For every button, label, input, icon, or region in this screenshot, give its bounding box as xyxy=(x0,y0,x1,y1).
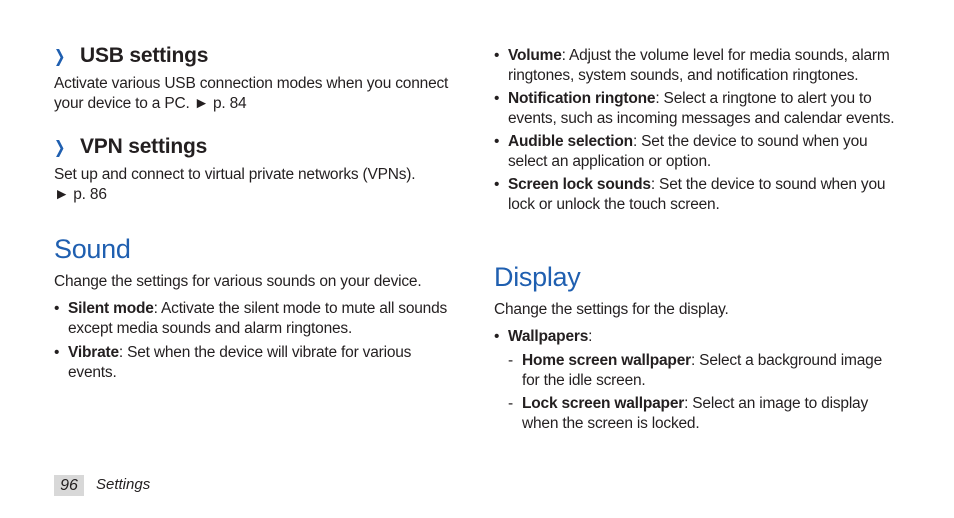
option-term: Volume xyxy=(508,47,562,64)
option-term: Notification ringtone xyxy=(508,90,656,107)
usb-description-text: Activate various USB connection modes when you connect your device to a PC. xyxy=(54,75,449,112)
list-item xyxy=(494,132,904,172)
option-term: Screen lock sounds xyxy=(508,176,651,193)
sound-options-list xyxy=(54,299,459,383)
option-term: Wallpapers xyxy=(508,328,589,345)
option-term: Vibrate xyxy=(68,344,119,361)
display-section-title: Display xyxy=(494,262,581,292)
arrow-right-icon: ► xyxy=(193,95,209,112)
vpn-settings-title: VPN settings xyxy=(80,135,208,158)
dash-icon: - xyxy=(508,395,513,412)
option-description: : Adjust the volume level for media sounds, alarm ringtones, system sounds, and notification ringtones. xyxy=(508,47,890,84)
option-term: Audible selection xyxy=(508,133,633,150)
display-intro: Change the settings for the display. xyxy=(494,301,729,318)
bullet-icon: • xyxy=(54,344,60,361)
usb-settings-title: USB settings xyxy=(80,44,209,67)
sound-section-title: Sound xyxy=(54,234,131,264)
option-colon: : xyxy=(588,328,593,345)
sound-intro: Change the settings for various sounds on your device. xyxy=(54,273,422,290)
usb-settings-heading xyxy=(54,44,208,68)
sound-options-continued-list xyxy=(494,46,904,215)
arrow-right-icon: ► xyxy=(54,186,70,203)
footer-section-label: Settings xyxy=(96,476,151,493)
option-description: : Select a background image for the idle screen. xyxy=(522,352,883,389)
list-item xyxy=(508,394,899,434)
vpn-settings-description xyxy=(54,165,466,205)
list-item xyxy=(494,46,904,86)
bullet-icon: • xyxy=(494,176,500,193)
bullet-icon: • xyxy=(494,133,500,150)
bullet-icon: • xyxy=(494,90,500,107)
option-description: : Select a ringtone to alert you to events, such as incoming messages and calendar events. xyxy=(508,90,895,127)
usb-page-reference[interactable]: p. 84 xyxy=(212,95,247,112)
usb-settings-description xyxy=(54,74,466,114)
vpn-page-reference[interactable]: p. 86 xyxy=(73,186,107,203)
chevron-right-icon: ❯ xyxy=(54,47,66,66)
option-description: : Set when the device will vibrate for various events. xyxy=(68,344,412,381)
wallpaper-options-list xyxy=(508,351,899,434)
vpn-description-text: Set up and connect to virtual private networks (VPNs). xyxy=(54,166,416,183)
option-description: : Activate the silent mode to mute all sounds except media sounds and alarm ringtones. xyxy=(68,300,448,337)
vpn-settings-heading xyxy=(54,135,207,159)
list-item xyxy=(494,89,904,129)
dash-icon: - xyxy=(508,352,513,369)
list-item xyxy=(54,299,459,339)
bullet-icon: • xyxy=(494,47,500,64)
chevron-right-icon: ❯ xyxy=(54,138,66,157)
list-item xyxy=(54,343,459,383)
page-number: 96 xyxy=(54,475,84,496)
option-term: Silent mode xyxy=(68,300,154,317)
option-description: : Set the device to sound when you lock or unlock the touch screen. xyxy=(508,176,886,213)
list-item xyxy=(508,351,899,391)
list-item xyxy=(494,327,899,434)
list-item xyxy=(494,175,904,215)
option-description: : Select an image to display when the screen is locked. xyxy=(522,395,869,432)
bullet-icon: • xyxy=(494,328,500,345)
option-term: Home screen wallpaper xyxy=(522,352,691,369)
option-description: : Set the device to sound when you select an application or option. xyxy=(508,133,868,170)
bullet-icon: • xyxy=(54,300,60,317)
option-term: Lock screen wallpaper xyxy=(522,395,685,412)
display-options-list xyxy=(494,327,899,434)
